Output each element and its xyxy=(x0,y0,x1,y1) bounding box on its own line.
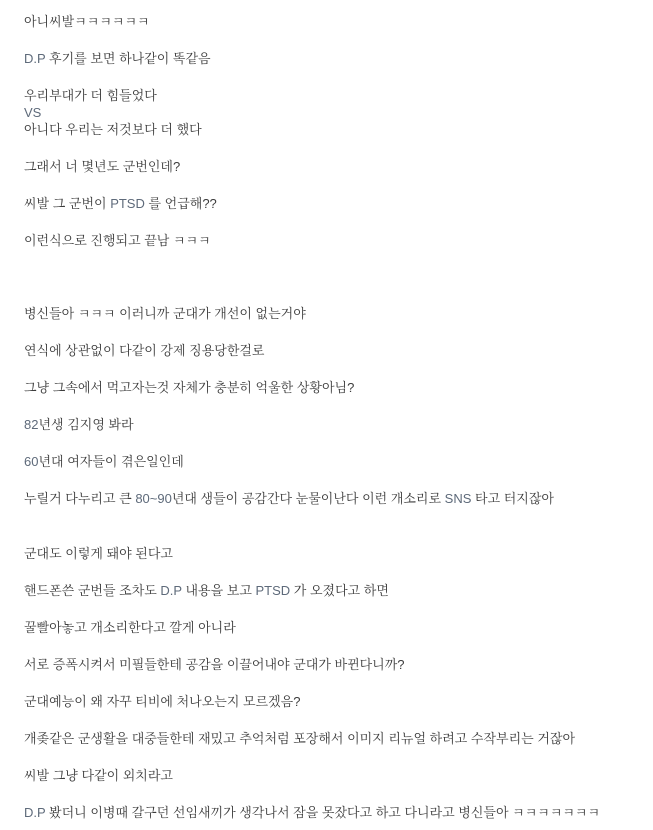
post-line: 그냥 그속에서 먹고자는것 자체가 충분히 억울한 상황아님? xyxy=(24,380,355,395)
post-line: 60년대 여자들이 겪은일인데 xyxy=(24,454,184,469)
post-line: D.P 봤더니 이병때 갈구던 선임새끼가 생각나서 잠을 못잤다고 하고 다니라고 병신들아 ㅋㅋㅋㅋㅋㅋㅋ xyxy=(24,805,601,820)
post-line: 아니다 우리는 저것보다 더 했다 xyxy=(24,122,202,137)
latin-text: D.P xyxy=(160,583,182,598)
post-line: 군대예능이 왜 자꾸 티비에 처나오는지 모르겠음? xyxy=(24,694,301,709)
latin-text: 60 xyxy=(24,454,39,469)
post-line: 씨발 그 군번이 PTSD 를 언급해?? xyxy=(24,196,217,211)
post-line: 군대도 이렇게 돼야 된다고 xyxy=(24,546,173,561)
latin-text: SNS xyxy=(444,491,472,506)
latin-text: PTSD xyxy=(110,196,145,211)
latin-text: VS xyxy=(24,105,42,120)
post-line xyxy=(24,104,643,121)
post-line: 연식에 상관없이 다같이 강제 징용당한걸로 xyxy=(24,343,265,358)
post-line: 개좆같은 군생활을 대중들한테 재밌고 추억처럼 포장해서 이미지 리뉴얼 하려고 수작부리는 거잖아 xyxy=(24,731,575,746)
post-line: 우리부대가 더 힘들었다 xyxy=(24,88,157,103)
post-line: 병신들아 ㅋㅋㅋ 이러니까 군대가 개선이 없는거야 xyxy=(24,306,306,321)
post-line: 그래서 너 몇년도 군번인데? xyxy=(24,159,181,174)
post-line: 서로 증폭시켜서 미필들한테 공감을 이끌어내야 군대가 바뀐다니까? xyxy=(24,657,405,672)
post-line: 아니씨발ㅋㅋㅋㅋㅋㅋ xyxy=(24,14,150,29)
latin-text: 82 xyxy=(24,417,39,432)
post-line: 누릴거 다누리고 큰 80~90년대 생들이 공감간다 눈물이난다 이런 개소리로 SNS 타고 터지잖아 xyxy=(24,491,554,506)
post-line: 82년생 김지영 봐라 xyxy=(24,417,134,432)
post-line: 이런식으로 진행되고 끝남 ㅋㅋㅋ xyxy=(24,233,211,248)
post-line: D.P 후기를 보면 하나같이 똑같음 xyxy=(24,51,211,66)
post-line: 꿀빨아놓고 개소리한다고 깔게 아니라 xyxy=(24,620,236,635)
latin-text: 80~90 xyxy=(135,491,172,506)
latin-text: D.P xyxy=(24,805,46,820)
post-line: 씨발 그냥 다같이 외치라고 xyxy=(24,768,173,783)
latin-text: D.P xyxy=(24,51,46,66)
latin-text: PTSD xyxy=(255,583,291,598)
post-line: 핸드폰쓴 군번들 조차도 D.P 내용을 보고 PTSD 가 오졌다고 하면 xyxy=(24,583,389,598)
